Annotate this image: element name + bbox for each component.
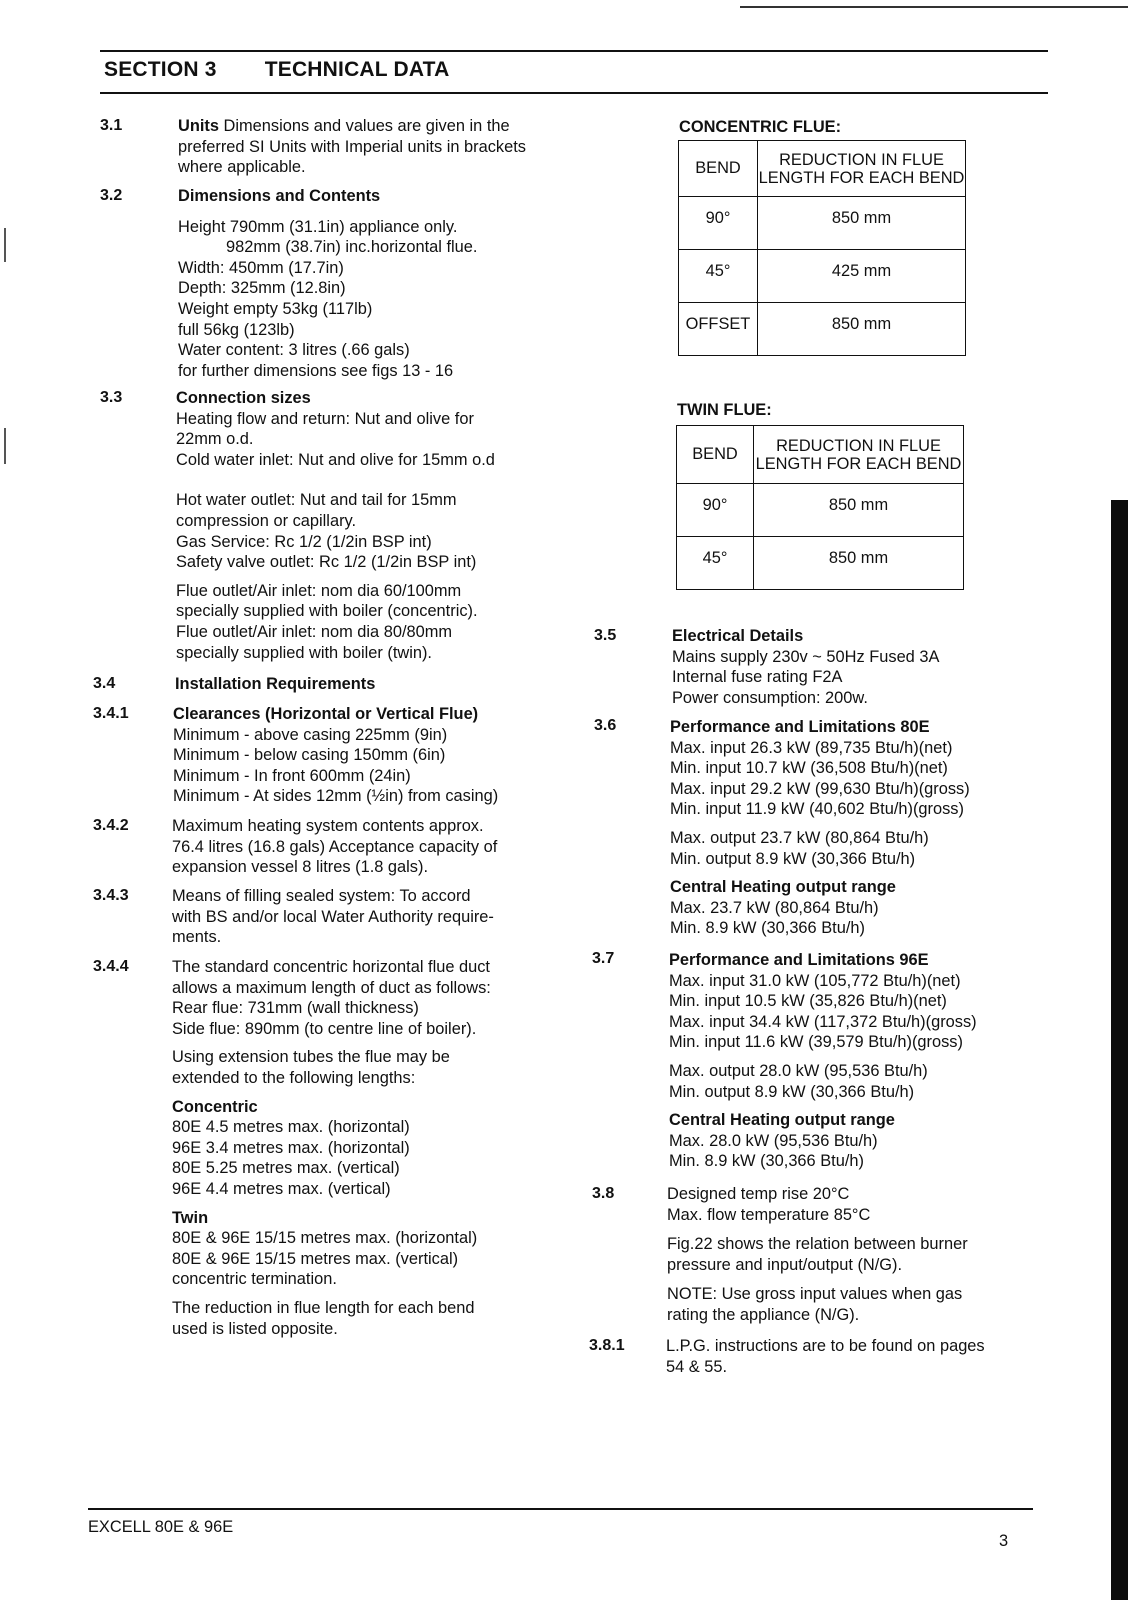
- text-line: Min. 8.9 kW (30,366 Btu/h): [669, 1152, 864, 1171]
- table-header-reduction: REDUCTION IN FLUE LENGTH FOR EACH BEND: [754, 426, 964, 484]
- text-line: 80E & 96E 15/15 metres max. (horizontal): [172, 1229, 478, 1248]
- text-line: 96E 4.4 metres max. (vertical): [172, 1179, 391, 1198]
- section-3-8: [667, 1184, 1067, 1326]
- header-bottom-rule: [100, 92, 1048, 94]
- text-line: Min. input 10.7 kW (36,508 Btu/h)(net): [670, 759, 948, 778]
- section-3-1: [178, 116, 558, 178]
- text-line: Rear flue: 731mm (wall thickness): [172, 999, 419, 1018]
- section-title: TECHNICAL DATA: [264, 58, 450, 81]
- text-line: Safety valve outlet: Rc 1/2 (1/2in BSP int): [176, 553, 477, 572]
- text-line: 54 & 55.: [666, 1357, 728, 1376]
- text-line: Depth: 325mm (12.8in): [178, 279, 346, 298]
- section-3-4-2: [172, 816, 572, 878]
- table-cell: 90°: [677, 484, 754, 537]
- text-line: with BS and/or local Water Authority require-: [172, 907, 494, 926]
- section-number: 3.6: [594, 717, 617, 734]
- text-line: Min. output 8.9 kW (30,366 Btu/h): [670, 849, 916, 868]
- text-line: 80E 5.25 metres max. (vertical): [172, 1159, 400, 1178]
- section-number: 3.4.4: [93, 958, 129, 975]
- subheading-concentric: Concentric: [172, 1097, 258, 1116]
- section-number: 3.4: [93, 675, 116, 692]
- text-line: ments.: [172, 928, 222, 947]
- text-line: specially supplied with boiler (concentric).: [176, 602, 478, 621]
- section-heading: Dimensions and Contents: [178, 187, 381, 205]
- footer-rule: [88, 1508, 1033, 1510]
- text-line: 96E 3.4 metres max. (horizontal): [172, 1138, 410, 1157]
- table-cell: 850 mm: [758, 197, 966, 250]
- paragraph: Dimensions and values are given in the preferred SI Units with Imperial units in brackets where applicable.: [178, 117, 526, 177]
- text-line: Water content: 3 litres (.66 gals): [178, 341, 410, 360]
- text-line: The reduction in flue length for each bend: [172, 1298, 475, 1317]
- text-line: extended to the following lengths:: [172, 1068, 416, 1087]
- table-header-bend: BEND: [679, 141, 758, 197]
- table-cell: 45°: [679, 250, 758, 303]
- subheading-twin: Twin: [172, 1208, 209, 1227]
- text-line: Minimum - below casing 150mm (6in): [173, 746, 446, 765]
- text-line: Height 790mm (31.1in) appliance only.: [178, 217, 458, 236]
- twin-flue-table: [676, 425, 964, 590]
- section-3-4-1: [173, 704, 573, 807]
- top-edge-line: [740, 6, 1128, 8]
- section-number: 3.2: [100, 187, 123, 204]
- text-line: Minimum - above casing 225mm (9in): [173, 725, 448, 744]
- section-header: [104, 58, 450, 82]
- section-number: 3.8.1: [589, 1337, 625, 1354]
- section-3-7: [669, 950, 1069, 1172]
- text-line: Min. 8.9 kW (30,366 Btu/h): [670, 919, 865, 938]
- text-line: Flue outlet/Air inlet: nom dia 60/100mm: [176, 581, 462, 600]
- text-line: Minimum - At sides 12mm (½in) from casing): [173, 787, 499, 806]
- text-line: Power consumption: 200w.: [672, 688, 868, 707]
- table-cell: 850 mm: [758, 303, 966, 356]
- section-number: 3.7: [592, 950, 615, 967]
- section-3-6: [670, 717, 1070, 939]
- section-heading: Performance and Limitations 80E: [670, 718, 930, 736]
- text-line: Min. output 8.9 kW (30,366 Btu/h): [669, 1082, 915, 1101]
- text-line: Max. input 34.4 kW (117,372 Btu/h)(gross): [669, 1012, 977, 1031]
- text-line: Hot water outlet: Nut and tail for 15mm: [176, 491, 457, 510]
- page-number: 3: [999, 1532, 1009, 1550]
- section-heading: Installation Requirements: [175, 675, 376, 693]
- section-number: 3.4.3: [93, 887, 129, 904]
- scan-edge-bar: [1111, 500, 1128, 1600]
- subheading: Central Heating output range: [670, 878, 896, 897]
- text-line: Cold water inlet: Nut and olive for 15mm o.d: [176, 450, 495, 469]
- text-line: 982mm (38.7in) inc.horizontal flue.: [226, 238, 478, 257]
- text-line: Max. input 29.2 kW (99,630 Btu/h)(gross): [670, 779, 970, 798]
- text-line: Max. output 23.7 kW (80,864 Btu/h): [670, 828, 929, 847]
- text-line: expansion vessel 8 litres (1.8 gals).: [172, 858, 428, 877]
- text-line: full 56kg (123lb): [178, 320, 295, 339]
- section-number: 3.4.1: [93, 705, 129, 722]
- section-heading: Electrical Details: [672, 627, 804, 645]
- table-cell: 90°: [679, 197, 758, 250]
- text-line: Min. input 11.6 kW (39,579 Btu/h)(gross): [669, 1033, 963, 1052]
- text-line: Max. flow temperature 85°C: [667, 1205, 871, 1224]
- text-line: Mains supply 230v ~ 50Hz Fused 3A: [672, 647, 940, 666]
- text-line: The standard concentric horizontal flue duct: [172, 958, 490, 976]
- text-line: Maximum heating system contents approx.: [172, 817, 484, 835]
- text-line: used is listed opposite.: [172, 1319, 338, 1338]
- text-line: Side flue: 890mm (to centre line of boiler).: [172, 1019, 477, 1038]
- text-line: Max. 23.7 kW (80,864 Btu/h): [670, 898, 879, 917]
- text-line: NOTE: Use gross input values when gas: [667, 1285, 963, 1304]
- text-line: compression or capillary.: [176, 511, 357, 530]
- concentric-flue-title: CONCENTRIC FLUE:: [679, 118, 842, 136]
- text-line: Flue outlet/Air inlet: nom dia 80/80mm: [176, 622, 453, 641]
- table-cell: OFFSET: [679, 303, 758, 356]
- section-number: 3.4.2: [93, 817, 129, 834]
- twin-flue-title: TWIN FLUE:: [677, 401, 772, 419]
- section-heading: Clearances (Horizontal or Vertical Flue): [173, 705, 479, 723]
- margin-mark: [4, 228, 6, 262]
- margin-mark: [4, 428, 6, 464]
- text-line: Gas Service: Rc 1/2 (1/2in BSP int): [176, 532, 432, 551]
- table-header-reduction: REDUCTION IN FLUE LENGTH FOR EACH BEND: [758, 141, 966, 197]
- text-line: Max. output 28.0 kW (95,536 Btu/h): [669, 1061, 928, 1080]
- section-heading: Units: [178, 117, 219, 135]
- table-cell: 850 mm: [754, 537, 964, 590]
- table-cell: 850 mm: [754, 484, 964, 537]
- table-cell: 45°: [677, 537, 754, 590]
- section-number: 3.3: [100, 389, 123, 406]
- text-line: concentric termination.: [172, 1270, 337, 1289]
- text-line: Min. input 10.5 kW (35,826 Btu/h)(net): [669, 992, 947, 1011]
- text-line: 80E 4.5 metres max. (horizontal): [172, 1118, 410, 1137]
- text-line: Min. input 11.9 kW (40,602 Btu/h)(gross): [670, 800, 964, 819]
- text-line: Minimum - In front 600mm (24in): [173, 766, 411, 785]
- table-cell: 425 mm: [758, 250, 966, 303]
- text-line: 80E & 96E 15/15 metres max. (vertical): [172, 1249, 459, 1268]
- subheading: Central Heating output range: [669, 1111, 895, 1130]
- section-3-2: [178, 186, 558, 381]
- text-line: Max. input 26.3 kW (89,735 Btu/h)(net): [670, 738, 953, 757]
- section-number: SECTION 3: [104, 58, 217, 81]
- header-top-rule: [100, 50, 1048, 52]
- section-3-5: [672, 626, 1072, 708]
- footer-title: EXCELL 80E & 96E: [88, 1518, 234, 1536]
- section-3-4-4: [172, 957, 572, 1339]
- section-heading: Performance and Limitations 96E: [669, 951, 929, 969]
- text-line: pressure and input/output (N/G).: [667, 1255, 903, 1274]
- section-3-3: [176, 388, 566, 663]
- text-line: Heating flow and return: Nut and olive for: [176, 409, 474, 428]
- section-3-8-1: [666, 1336, 1066, 1377]
- section-3-4-3: [172, 886, 572, 948]
- text-line: Fig.22 shows the relation between burner: [667, 1235, 968, 1254]
- text-line: specially supplied with boiler (twin).: [176, 643, 432, 662]
- text-line: allows a maximum length of duct as follows:: [172, 978, 491, 997]
- text-line: rating the appliance (N/G).: [667, 1305, 860, 1324]
- section-number: 3.8: [592, 1185, 615, 1202]
- text-line: for further dimensions see figs 13 - 16: [178, 361, 454, 380]
- text-line: Internal fuse rating F2A: [672, 668, 843, 687]
- section-number: 3.1: [100, 117, 123, 134]
- text-line: Using extension tubes the flue may be: [172, 1048, 450, 1067]
- table-header-bend: BEND: [677, 426, 754, 484]
- text-line: 22mm o.d.: [176, 430, 254, 449]
- text-line: Max. input 31.0 kW (105,772 Btu/h)(net): [669, 971, 961, 990]
- section-number: 3.5: [594, 627, 617, 644]
- text-line: Means of filling sealed system: To accord: [172, 887, 471, 905]
- text-line: 76.4 litres (16.8 gals) Acceptance capacity of: [172, 837, 498, 856]
- text-line: L.P.G. instructions are to be found on pages: [666, 1337, 985, 1355]
- text-line: Weight empty 53kg (117lb): [178, 299, 373, 318]
- section-heading: Connection sizes: [176, 389, 311, 407]
- text-line: Max. 28.0 kW (95,536 Btu/h): [669, 1131, 878, 1150]
- concentric-flue-table: [678, 140, 966, 356]
- text-line: Width: 450mm (17.7in): [178, 258, 344, 277]
- text-line: Designed temp rise 20°C: [667, 1185, 850, 1203]
